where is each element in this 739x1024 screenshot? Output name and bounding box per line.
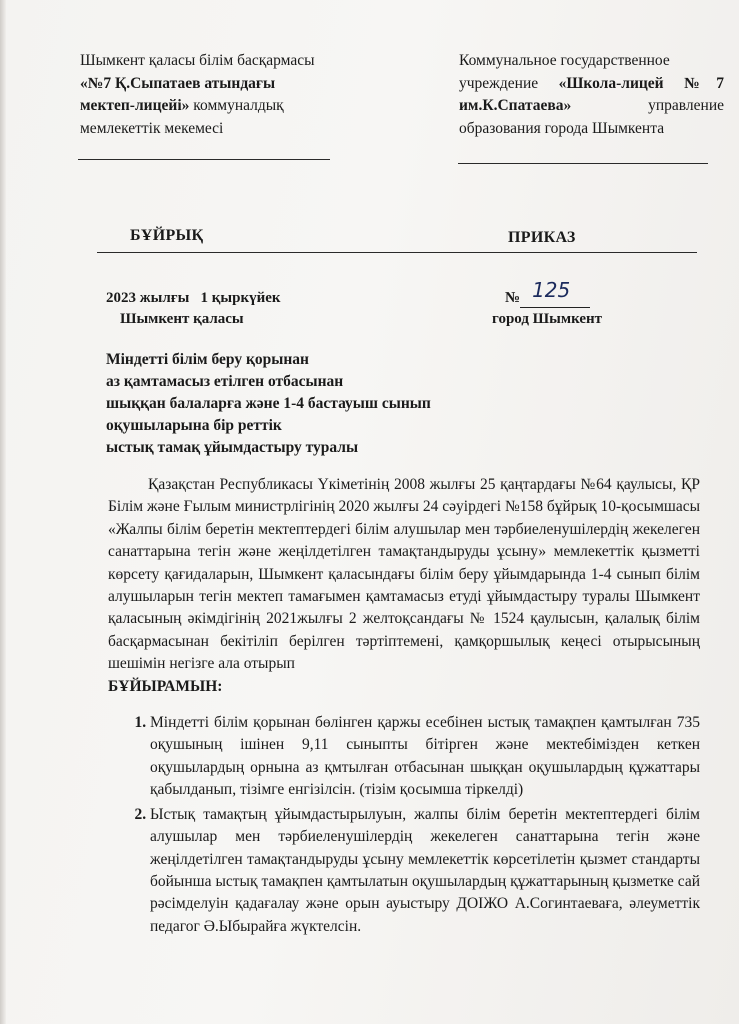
- order-item-1: 1. Міндетті білім қорынан бөлінген қаржы есебінен ыстық тамақпен қамтылған 735 оқушының ішінен 9,11 сыныпты бітірген және мектебімізден кеткен оқушылардың орнына аз қмтылған отбасынан шыққан оқушылардың құжаттары қабылданып, тізімге енгізілсін. (тізім қосымша тіркелді): [150, 712, 700, 802]
- page-edge-shadow: [0, 0, 6, 1024]
- header-right-line3-bold: им.К.Спатаева»: [459, 97, 572, 114]
- header-right: [459, 50, 724, 140]
- header-right-underline: [458, 163, 708, 164]
- order-number: [505, 278, 590, 308]
- header-right-line2-start: учреждение: [459, 74, 539, 92]
- header-left-underline: [78, 159, 330, 160]
- header-left-line3-rest: коммуналдық: [189, 97, 284, 114]
- date-kz: 2023 жылғы 1 қыркүйек: [106, 290, 281, 306]
- order-body: [108, 474, 700, 940]
- header-right-line1: Коммунальное государственное: [459, 52, 670, 69]
- header-left-line3-bold: мектеп-лицейі»: [80, 97, 190, 114]
- command-heading: БҰЙЫРАМЫН:: [108, 677, 223, 695]
- title-divider: [97, 252, 697, 253]
- header-right-line4: образования города Шымкента: [459, 119, 665, 137]
- header-right-line2-bold: «Школа-лицей №7: [558, 74, 724, 92]
- number-line: [520, 278, 590, 308]
- city-ru: город Шымкент: [492, 311, 603, 327]
- header-left: [80, 50, 380, 140]
- subject-line1: Міндетті білім беру қорынан: [106, 351, 309, 368]
- city-kz: Шымкент қаласы: [120, 311, 244, 327]
- preamble-paragraph: Қазақстан Республикасы Үкіметінің 2008 жылғы 25 қаңтардағы №64 қаулысы, ҚР Білім және Ғылым министрлігінің 2020 жылғы 24 сәуірдегі №158 бұйрық 10-қосымшасы «Жалпы білім беретін мектептердегі білім алушылар мен тәрбиеленушілердің жекелеген санаттарына тегін және жеңілдетілген тамақтандыруды ұсыну» мемлекеттік қызметті көрсету қағидаларын, Шымкент қаласындағы білім беру ұйымдарында 1-4 сынып білім алушыларын тегін мектеп тамағымен қамтамасыз етуді ұйымдастыру туралы Шымкент қаласының әкімдігінің 2021жылғы 2 желтоқсандағы № 1524 қаулысын, қалалық білім басқармасынан бекітіліп берілген тәртіптемені, қамқоршылық кеңесі отырысының шешімін негізге ала отырып: [108, 476, 700, 673]
- title-ru: ПРИКАЗ: [508, 229, 576, 246]
- order-subject: [106, 349, 526, 459]
- title-kz: БҰЙРЫҚ: [130, 227, 204, 244]
- header-right-line3-rest: управление: [648, 97, 724, 114]
- subject-line3: шыққан балаларға және 1-4 бастауыш сынып: [106, 395, 431, 412]
- number-label: №: [505, 290, 521, 306]
- subject-line5: ыстық тамақ ұйымдастыру туралы: [106, 439, 359, 456]
- order-item-2: 2. Ыстық тамақтың ұйымдастырылуын, жалпы білім беретін мектептердегі білім алушылар мен тәрбиеленушілердің жекелеген санаттарына тегін және жеңілдетілген тамақтандыруды ұсыну мемлекеттік көрсетілетін қызмет стандарты бойынша ыстық тамақпен қамтылатын оқушылардың құжаттарының қызметке сай рәсімделуін қадағалау және орын ауыстыру ДОІЖО А.Согинтаеваға, әлеуметтік педагог Ә.Ыбырайға жүктелсін.: [150, 804, 700, 938]
- order-items-list: [108, 712, 700, 938]
- header-left-line4: мемлекеттік мекемесі: [80, 119, 224, 137]
- number-handwritten: 125: [532, 278, 571, 302]
- subject-line4: оқушыларына бір реттік: [106, 417, 282, 434]
- header-left-line1: Шымкент қаласы білім басқармасы: [80, 52, 315, 69]
- header-left-line2: «№7 Қ.Сыпатаев атындағы: [80, 74, 276, 92]
- subject-line2: аз қамтамасыз етілген отбасынан: [106, 373, 344, 390]
